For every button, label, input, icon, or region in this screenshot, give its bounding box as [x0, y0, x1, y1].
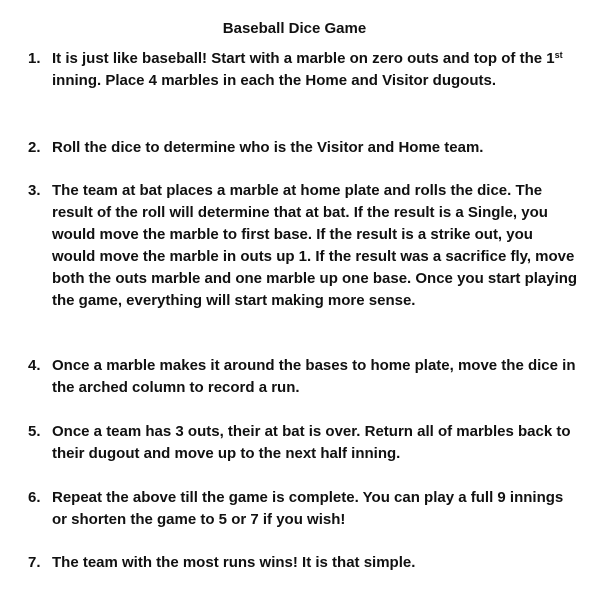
rule-item-4 — [28, 355, 580, 399]
document-title — [0, 20, 591, 38]
rule-text-start: It is just like baseball! Start with a marble on zero outs and top of the 1 — [52, 50, 555, 67]
rule-number: 7. — [28, 554, 41, 571]
ordinal-superscript: st — [554, 50, 563, 60]
rule-text: The team with the most runs wins! It is that simple. — [52, 554, 416, 571]
rule-text: Once a marble makes it around the bases to home plate, move the dice in the arched column to record a run. — [52, 357, 576, 396]
rule-item-5 — [28, 421, 580, 465]
rule-text — [52, 48, 580, 92]
title-text: Baseball Dice Game — [222, 20, 367, 37]
rule-number: 4. — [28, 357, 41, 374]
rule-item-3 — [28, 180, 580, 312]
rule-text-end: inning. Place 4 marbles in each the Home and Visitor dugouts. — [52, 72, 496, 89]
rule-number: 1. — [28, 50, 41, 67]
rule-number: 6. — [28, 489, 41, 506]
rule-item-1 — [28, 48, 580, 92]
rule-number: 5. — [28, 423, 41, 440]
rule-item-7 — [28, 552, 580, 574]
rule-text: Once a team has 3 outs, their at bat is over. Return all of marbles back to their dugout and move up to the next half inning. — [52, 423, 571, 462]
rule-item-2 — [28, 137, 580, 159]
rule-text: The team at bat places a marble at home plate and rolls the dice. The result of the roll will determine that at bat. If the result is a Single, you would move the marble to first base. If the result is a strike out, you would move the marble in outs up 1. If the result was a sacrifice fly, move both the outs marble and one marble up one base. Once you start playing the game, everything will start making more sense. — [52, 182, 578, 309]
rule-number: 3. — [28, 182, 41, 199]
rule-text: Repeat the above till the game is complete. You can play a full 9 innings or shorten the game to 5 or 7 if you wish! — [52, 489, 564, 528]
rule-item-6 — [28, 487, 580, 531]
rule-number: 2. — [28, 139, 41, 156]
rule-text: Roll the dice to determine who is the Visitor and Home team. — [52, 139, 484, 156]
